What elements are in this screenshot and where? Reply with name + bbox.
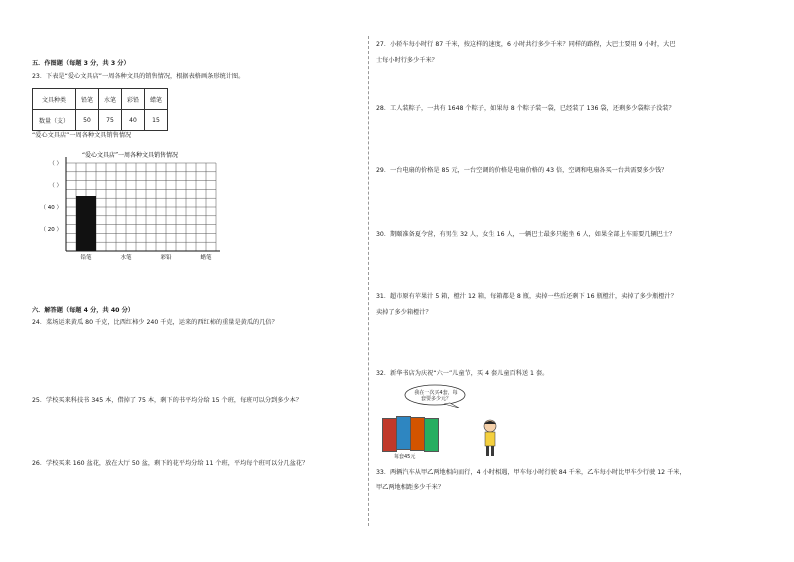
table-row xyxy=(33,89,168,110)
book-cover xyxy=(424,418,439,452)
table-header-cell: 铅笔 xyxy=(76,89,99,110)
question-31-line-1: 31．超市原有苹果汁 5 箱，橙汁 12 箱，每箱都是 8 瓶，卖掉一些后还剩下 16 瓶橙汁，卖掉了多少瓶橙汁？ xyxy=(376,293,677,300)
question-33-line-1: 33．两辆汽车从甲乙两地相向而行，4 小时相遇，甲车每小时行驶 84 千米，乙车每小时比甲车少行驶 12 千米， xyxy=(376,469,686,476)
table-header-cell: 文具种类 xyxy=(33,89,76,110)
column-divider xyxy=(368,36,369,526)
table-cell: 40 xyxy=(122,110,145,131)
chart-bars xyxy=(76,196,96,251)
y-tick-label: （ ） xyxy=(49,161,62,167)
chart-x-labels xyxy=(80,253,212,261)
chart-title: “爱心文具店”一周各种文具销售情况 xyxy=(81,152,179,159)
x-tick-label: 蜡笔 xyxy=(200,255,212,261)
x-tick-label: 铅笔 xyxy=(80,255,92,261)
bar-chart xyxy=(30,148,220,266)
table-row xyxy=(33,110,168,131)
section-5-title: 五．作图题（每题 3 分，共 3 分） xyxy=(32,60,130,67)
table-row-label: 数量（支） xyxy=(33,110,76,131)
table-caption: “爱心文具店”一周各种文具销售情况 xyxy=(32,132,132,139)
y-tick-label: （ 40 ） xyxy=(40,205,62,211)
question-28: 28．工人装粽子，一共有 1648 个粽子，如果每 8 个粽子装一袋，已经装了 136 袋，还剩多少袋粽子没装？ xyxy=(376,105,675,112)
sales-table xyxy=(32,88,168,131)
chart-y-labels xyxy=(41,160,63,233)
table-header-cell: 彩铅 xyxy=(122,89,145,110)
x-tick-label: 彩铅 xyxy=(160,255,172,261)
question-32: 32．新华书店为庆祝“六一”儿童节，买 4 套儿童百科送 1 套。 xyxy=(376,370,549,377)
y-tick-label: （ 20 ） xyxy=(40,227,62,233)
table-header-cell: 水笔 xyxy=(99,89,122,110)
x-tick-label: 水笔 xyxy=(120,255,132,261)
question-29: 29．一台电扇的价格是 85 元，一台空调的价格是电扇价格的 43 倍，空调和电扇各买一台共需要多少钱？ xyxy=(376,167,668,174)
question-27-line-2: 士每小时行多少千米？ xyxy=(376,57,438,64)
section-6-title: 六．解答题（每题 4 分，共 40 分） xyxy=(32,307,134,314)
price-label: 每套45元 xyxy=(394,454,416,460)
table-cell: 75 xyxy=(99,110,122,131)
question-31-line-2: 卖掉了多少箱橙汁？ xyxy=(376,309,432,316)
question-30: 30．期颐准备夏令营，有男生 32 人，女生 16 人，一辆巴士最多只能坐 6 人，如果全部上车需要几辆巴士？ xyxy=(376,231,676,238)
question-24: 24．菜场运来黄瓜 80 千克，比西红柿少 240 千克，运来的西红柿的重量是黄瓜的几倍？ xyxy=(32,319,278,326)
question-33-line-2: 甲乙两地相距多少千米？ xyxy=(376,484,445,491)
table-header-cell: 蜡笔 xyxy=(145,89,168,110)
table-cell: 50 xyxy=(76,110,99,131)
question-27-line-1: 27．小轿车每小时行 87 千米，按这样的速度，6 小时共行多少千米？同样的路程，大巴士要用 9 小时，大巴 xyxy=(376,41,676,48)
book-cover xyxy=(410,417,425,451)
speech-text: 我在一次买4套，每套要多少元？ xyxy=(414,390,458,402)
question-25: 25．学校买来科技书 345 本，借掉了 75 本，剩下的书平均分给 15 个班，每班可以分到多少本？ xyxy=(32,397,302,404)
question-26: 26．学校买来 160 盆花，放在大厅 50 盆，剩下的花平均分给 11 个班，平均每个班可以分几盆花？ xyxy=(32,460,309,467)
question-23: 23．下表是“爱心文具店”一周各种文具的销售情况，根据表格画条形统计图。 xyxy=(32,73,245,80)
bar-铅笔 xyxy=(76,196,96,251)
book-cover xyxy=(382,418,397,452)
child-figure xyxy=(478,418,502,458)
book-cover xyxy=(396,416,411,450)
y-tick-label: （ ） xyxy=(49,183,62,189)
table-cell: 15 xyxy=(145,110,168,131)
